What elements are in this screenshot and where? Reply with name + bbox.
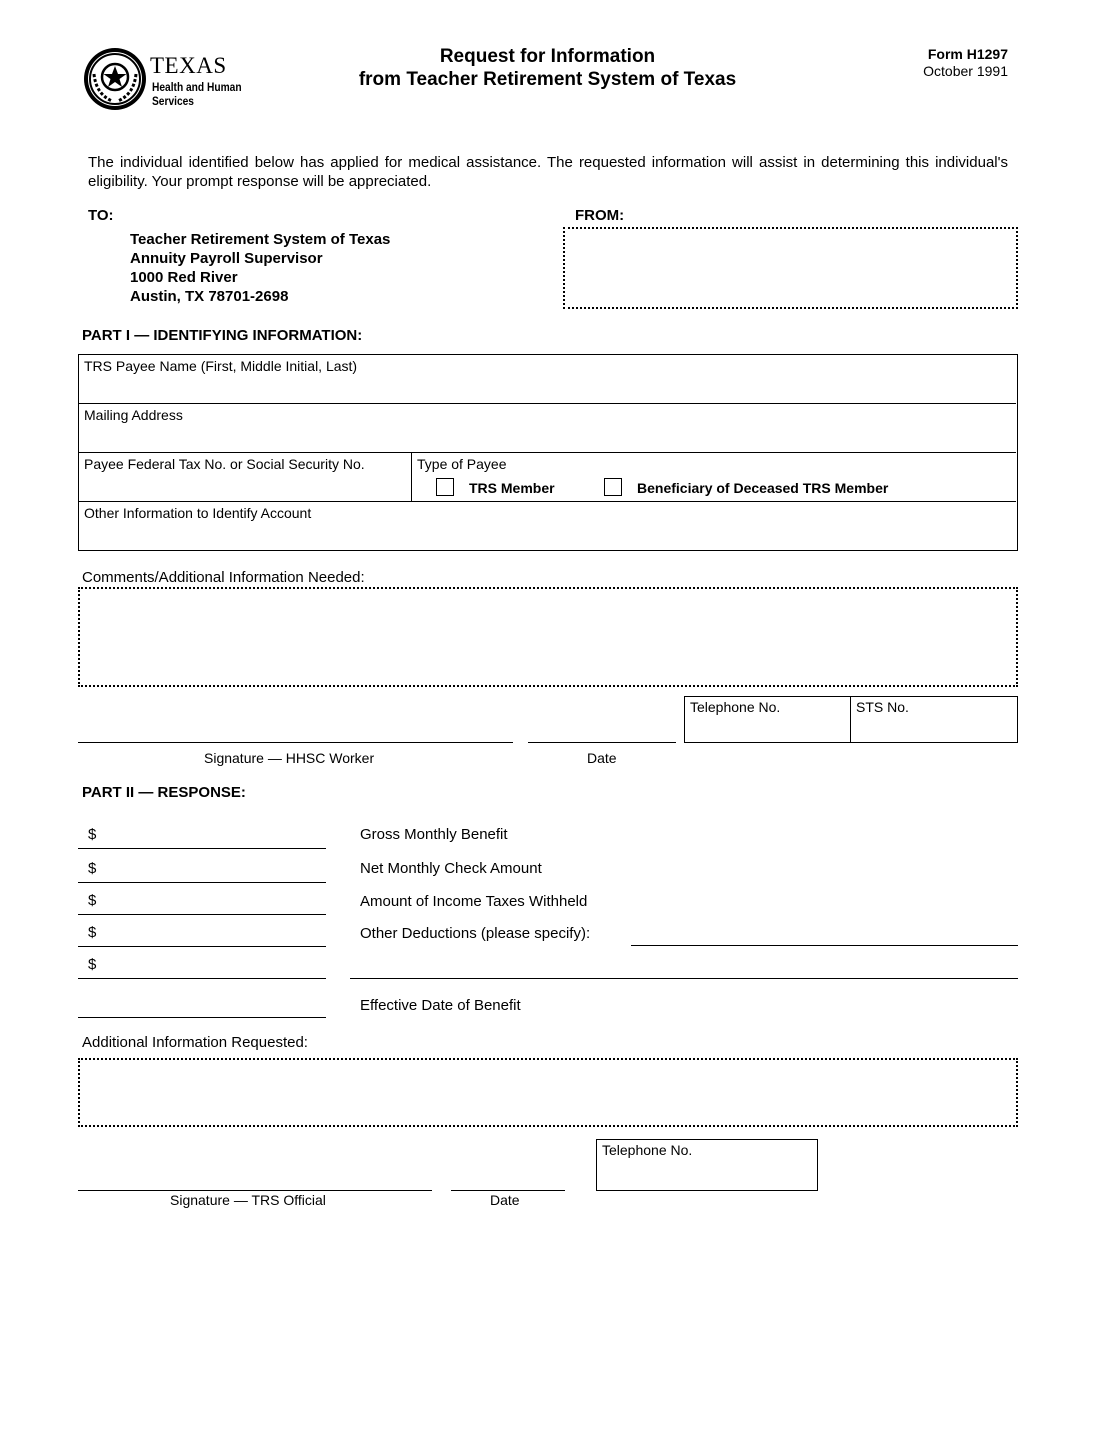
agency-logo — [82, 44, 262, 114]
trs-date-line[interactable] — [451, 1190, 565, 1191]
tax-no-field[interactable] — [79, 454, 411, 502]
beneficiary-label: Beneficiary of Deceased TRS Member — [637, 480, 889, 496]
tax-no-label: Payee Federal Tax No. or Social Security No. — [84, 456, 365, 472]
phone-sts-box — [684, 696, 1018, 743]
additional-amount-field[interactable] — [78, 978, 326, 979]
type-of-payee-label: Type of Payee — [417, 456, 507, 472]
gross-monthly-benefit-label: Gross Monthly Benefit — [360, 826, 508, 843]
effective-date-field[interactable] — [78, 1017, 326, 1018]
to-address-line: 1000 Red River — [130, 269, 238, 286]
dollar-sign: $ — [88, 826, 97, 843]
to-address-line: Austin, TX 78701-2698 — [130, 288, 289, 305]
dollar-sign: $ — [88, 956, 97, 973]
sts-field[interactable] — [851, 697, 1017, 742]
divider — [79, 403, 1016, 404]
trs-member-checkbox[interactable] — [436, 478, 454, 496]
to-address-line: Annuity Payroll Supervisor — [130, 250, 323, 267]
intro-text: The individual identified below has applied for medical assistance. The requested information will assist in determining this individual's eligibility. Your prompt response will be appreciated. — [88, 154, 1008, 190]
additional-info-label: Additional Information Requested: — [82, 1034, 308, 1051]
to-label: TO: — [88, 207, 114, 224]
signature-trs-label: Signature — TRS Official — [170, 1192, 326, 1208]
other-info-label: Other Information to Identify Account — [84, 505, 312, 521]
income-taxes-withheld-label: Amount of Income Taxes Withheld — [360, 893, 588, 910]
mailing-address-label: Mailing Address — [84, 407, 183, 423]
beneficiary-checkbox[interactable] — [604, 478, 622, 496]
dollar-sign: $ — [88, 924, 97, 941]
income-taxes-withheld-field[interactable] — [78, 914, 326, 915]
part1-heading: PART I — IDENTIFYING INFORMATION: — [82, 327, 363, 344]
to-address-line: Teacher Retirement System of Texas — [130, 231, 391, 248]
additional-deduction-description-field[interactable] — [350, 978, 1018, 979]
telephone-label: Telephone No. — [690, 699, 781, 715]
logo-line-3: Services — [152, 94, 194, 108]
title-line-1: Request for Information — [439, 46, 656, 67]
to-address — [130, 230, 390, 306]
payee-name-field[interactable] — [79, 355, 1016, 403]
net-monthly-check-field[interactable] — [78, 882, 326, 883]
other-info-field[interactable] — [79, 503, 1016, 549]
form-title — [330, 45, 765, 91]
texas-seal-icon — [82, 46, 148, 112]
form-identifier — [880, 46, 1008, 80]
effective-date-label: Effective Date of Benefit — [360, 997, 521, 1014]
from-label: FROM: — [575, 207, 625, 224]
date-line[interactable] — [528, 742, 676, 743]
payee-name-label: TRS Payee Name (First, Middle Initial, Last) — [84, 358, 358, 374]
form-number: Form H1297 — [927, 46, 1008, 62]
title-line-2: from Teacher Retirement System of Texas — [358, 69, 737, 90]
logo-subtitle — [152, 80, 271, 108]
net-monthly-check-label: Net Monthly Check Amount — [360, 860, 542, 877]
trs-signature-line[interactable] — [78, 1190, 432, 1191]
signature-hhsc-label: Signature — HHSC Worker — [204, 750, 375, 766]
divider — [79, 452, 1016, 453]
signature-line[interactable] — [78, 742, 513, 743]
logo-texas-text: TEXAS — [150, 53, 227, 78]
date-label: Date — [587, 750, 617, 766]
part2-heading: PART II — RESPONSE: — [82, 784, 246, 801]
other-deductions-label: Other Deductions (please specify): — [360, 925, 591, 942]
comments-field[interactable] — [78, 587, 1018, 687]
from-field[interactable] — [563, 227, 1018, 309]
gross-monthly-benefit-field[interactable] — [78, 848, 326, 849]
other-deductions-amount-field[interactable] — [78, 946, 326, 947]
telephone-field[interactable] — [685, 697, 850, 742]
trs-member-label: TRS Member — [469, 480, 555, 496]
trs-date-label: Date — [490, 1192, 520, 1208]
comments-label: Comments/Additional Information Needed: — [82, 569, 365, 586]
identifying-info-table — [78, 354, 1018, 551]
other-deductions-specify-field[interactable] — [631, 945, 1018, 946]
trs-telephone-field[interactable] — [596, 1139, 818, 1191]
divider — [79, 501, 1016, 502]
trs-telephone-label: Telephone No. — [602, 1142, 693, 1158]
sts-label: STS No. — [856, 699, 909, 715]
dollar-sign: $ — [88, 860, 97, 877]
additional-info-field[interactable] — [78, 1058, 1018, 1127]
dollar-sign: $ — [88, 892, 97, 909]
mailing-address-field[interactable] — [79, 405, 1016, 453]
divider — [411, 452, 412, 501]
logo-line-2: Health and Human — [152, 80, 242, 94]
form-date: October 1991 — [923, 63, 1008, 79]
